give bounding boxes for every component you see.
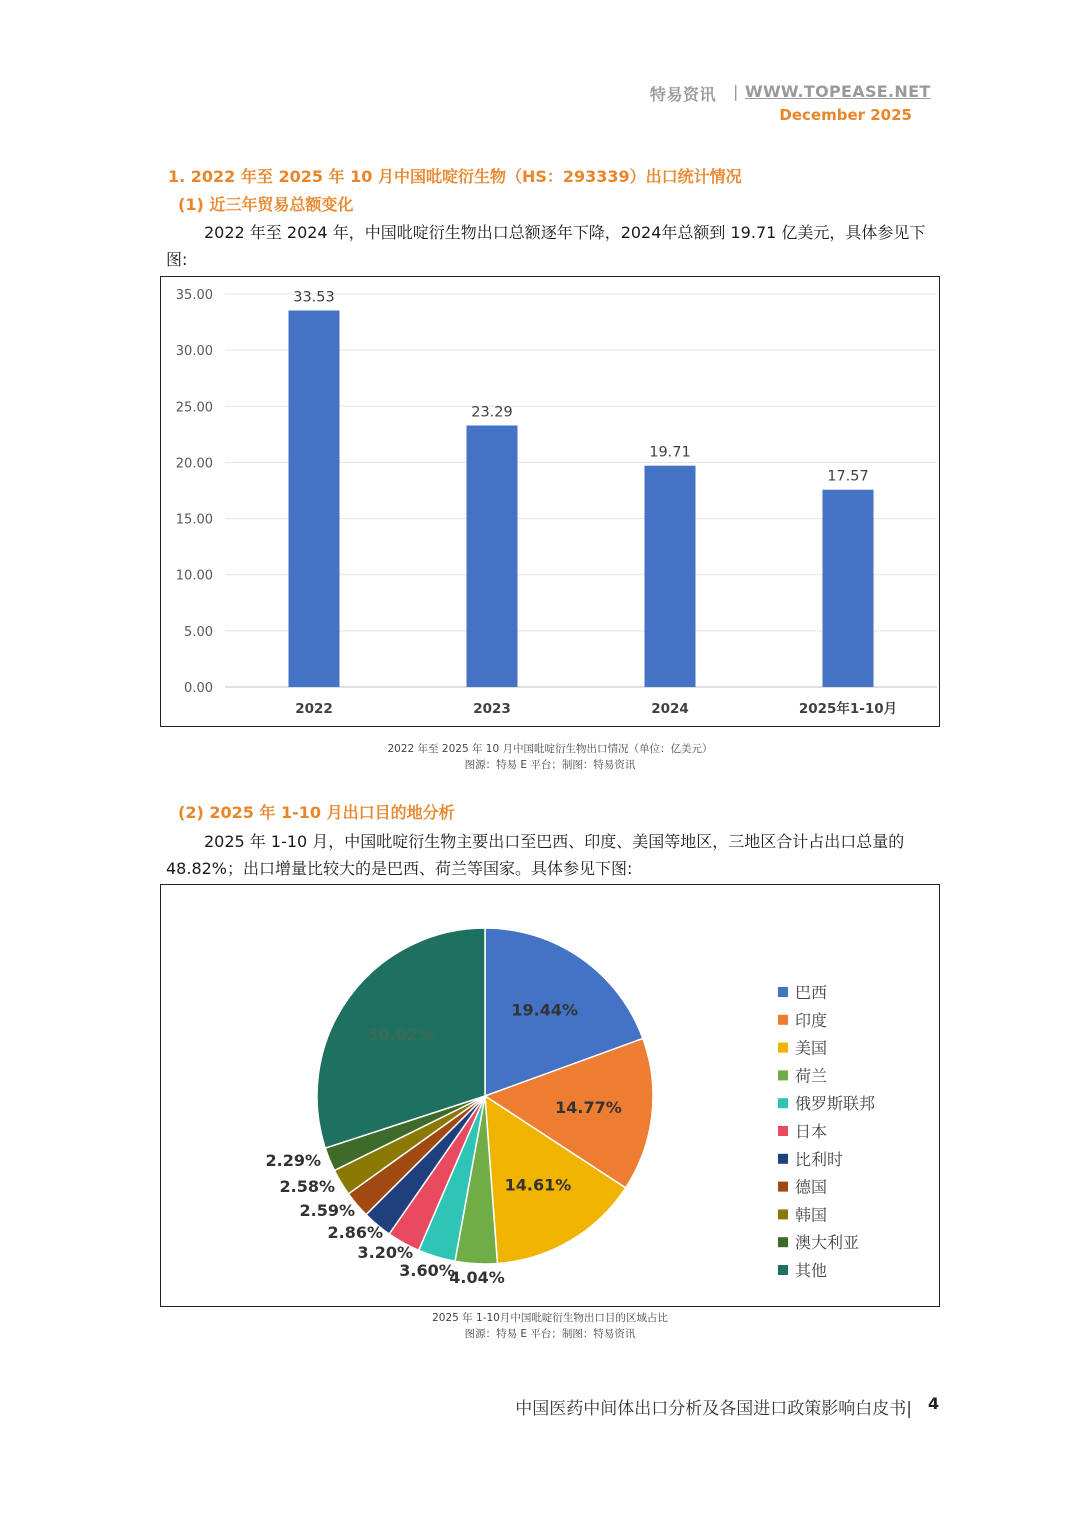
legend-swatch: [778, 1154, 788, 1164]
pie-value-label: 2.86%: [327, 1223, 383, 1242]
pie-value-label: 30.02%: [367, 1024, 435, 1044]
pie-chart-caption-title: 2025 年 1-10月中国吡啶衍生物出口目的区域占比: [432, 1312, 668, 1324]
legend-label: 美国: [795, 1038, 828, 1058]
pie-chart: [161, 885, 939, 1306]
header-brand: 特易资讯: [650, 85, 717, 104]
legend-swatch: [778, 1237, 788, 1247]
y-tick-label: 5.00: [184, 624, 213, 640]
header-site-link[interactable]: WWW.TOPEASE.NET: [745, 82, 931, 101]
legend-label: 澳大利亚: [795, 1233, 860, 1253]
bar-chart-frame: [160, 276, 940, 727]
bar-value-label: 17.57: [827, 468, 869, 485]
bar-value-label: 19.71: [649, 444, 691, 461]
x-category-label: 2023: [473, 701, 511, 717]
bar-value-label: 23.29: [471, 404, 513, 421]
footer-title: 中国医药中间体出口分析及各国进口政策影响白皮书|: [515, 1399, 912, 1419]
x-category-label: 2024: [651, 701, 689, 717]
legend-swatch: [778, 1070, 788, 1080]
pie-chart-frame: [160, 884, 940, 1307]
pie-value-label: 2.29%: [265, 1151, 321, 1170]
pie-value-label: 3.60%: [399, 1261, 455, 1280]
y-tick-label: 25.00: [175, 400, 213, 416]
x-category-label: 2022: [295, 701, 333, 717]
bar-value-label: 33.53: [293, 289, 335, 306]
page-number: 4: [928, 1394, 940, 1413]
y-tick-label: 15.00: [175, 512, 213, 528]
legend-label: 印度: [795, 1010, 828, 1030]
legend-swatch: [778, 1015, 788, 1025]
legend-label: 日本: [795, 1122, 828, 1141]
paragraph-trade-total: 2022 年至 2024 年，中国吡啶衍生物出口总额逐年下降，2024年总额到 19.71 亿美元，具体参见下图:: [166, 223, 926, 269]
legend-swatch: [778, 987, 788, 997]
subsection-title-trade-total: (1) 近三年贸易总额变化: [178, 195, 354, 214]
bar-chart-caption-title: 2022 年至 2025 年 10 月中国吡啶衍生物出口情况（单位：亿美元）: [387, 743, 713, 755]
pie-value-label: 2.59%: [299, 1201, 355, 1220]
pie-value-label: 4.04%: [449, 1268, 505, 1287]
legend-swatch: [778, 1043, 788, 1053]
legend-swatch: [778, 1098, 788, 1108]
bar-chart: [161, 277, 939, 726]
legend-swatch: [778, 1182, 788, 1192]
x-category-label: 2025年1-10月: [798, 701, 898, 717]
pie-value-label: 3.20%: [357, 1243, 413, 1262]
pie-chart-caption: [160, 1310, 940, 1342]
bar-2023: [467, 425, 518, 687]
bar-chart-caption-source: 图源：特易 E 平台；制图：特易资讯: [464, 759, 636, 771]
y-tick-label: 0.00: [184, 681, 213, 696]
y-tick-label: 35.00: [175, 288, 213, 303]
legend-label: 其他: [795, 1261, 828, 1280]
pie-chart-caption-source: 图源：特易 E 平台；制图：特易资讯: [464, 1328, 636, 1340]
pie-value-label: 19.44%: [511, 1000, 579, 1020]
legend-swatch: [778, 1209, 788, 1219]
subsection-title-destinations: (2) 2025 年 1-10 月出口目的地分析: [178, 803, 455, 822]
header-date: December 2025: [779, 106, 912, 124]
bar-2025年1-10月: [823, 490, 874, 687]
header-separator: |: [733, 82, 739, 101]
bar-2022: [289, 311, 340, 687]
legend-label: 比利时: [795, 1149, 844, 1169]
paragraph-destinations: 2025 年 1-10 月，中国吡啶衍生物主要出口至巴西、印度、美国等地区，三地区合计占出口总量的 48.82%；出口增量比较大的是巴西、荷兰等国家。具体参见下图:: [166, 832, 905, 878]
legend-label: 韩国: [795, 1205, 828, 1225]
bar-2024: [645, 466, 696, 687]
y-tick-label: 20.00: [175, 456, 213, 472]
pie-value-label: 2.58%: [279, 1177, 335, 1196]
legend-label: 巴西: [795, 983, 828, 1002]
y-tick-label: 10.00: [175, 568, 213, 584]
legend-label: 俄罗斯联邦: [795, 1094, 876, 1114]
pie-value-label: 14.61%: [504, 1175, 572, 1195]
section-title: 1. 2022 年至 2025 年 10 月中国吡啶衍生物（HS：293339）出口统计情况: [168, 167, 742, 186]
legend-swatch: [778, 1265, 788, 1275]
legend-label: 德国: [795, 1177, 828, 1197]
bar-chart-caption: [160, 741, 940, 773]
legend-label: 荷兰: [795, 1066, 828, 1086]
legend-swatch: [778, 1126, 788, 1136]
y-tick-label: 30.00: [175, 344, 213, 360]
pie-value-label: 14.77%: [555, 1097, 622, 1117]
